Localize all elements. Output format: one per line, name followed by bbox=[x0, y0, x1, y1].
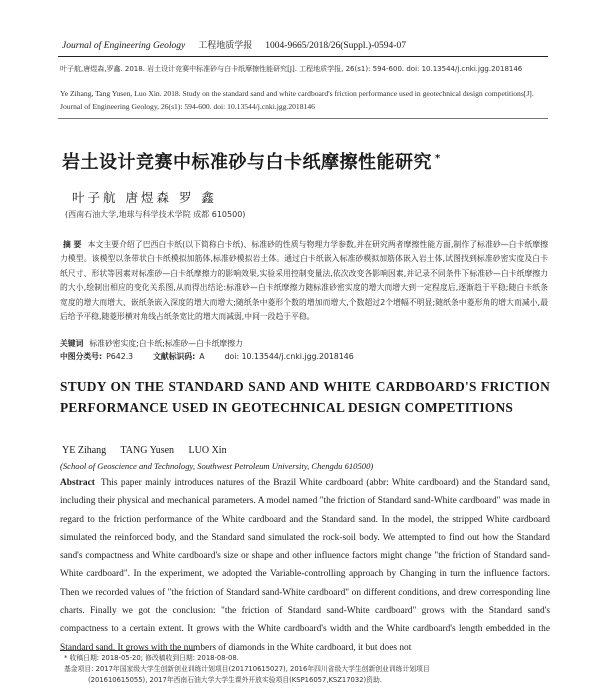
issn-info: 1004-9665/2018/26(Suppl.)-0594-07 bbox=[265, 41, 406, 51]
footnote-received: * 收稿日期: 2018-05-20; 修改稿收到日期: 2018-08-08. bbox=[64, 654, 239, 662]
affiliation-en: (School of Geoscience and Technology, Southwest Petroleum University, Chengdu 610500) bbox=[60, 461, 374, 471]
authors-cn: 叶子航 唐煜森 罗 鑫 bbox=[72, 190, 217, 205]
authors-en bbox=[62, 445, 239, 456]
footnote-fund-1: 基金项目: 2017年国家级大学生创新创业训练计划项目(201710615027), 2016年四川省级大学生创新创业训练计划项目 bbox=[64, 665, 430, 673]
citation-rule bbox=[58, 118, 548, 119]
keywords-cn bbox=[60, 338, 548, 349]
clc-label: 中图分类号: bbox=[60, 352, 103, 361]
doc-code-value: A bbox=[199, 352, 205, 361]
journal-name-cn: 工程地质学报 bbox=[198, 41, 253, 51]
title-footnote-mark: * bbox=[435, 153, 441, 164]
footnote-rule bbox=[60, 650, 195, 651]
keywords-cn-label: 关键词 bbox=[60, 339, 84, 348]
author-en: TANG Yusen bbox=[120, 445, 175, 456]
classification-cn bbox=[60, 351, 548, 362]
footnote-fund-2: (201610615055), 2017年西南石油大学大学生课外开放实验项目(KSP16057,KSZ17032)资助. bbox=[88, 676, 382, 684]
header-rule bbox=[58, 56, 548, 57]
title-en: STUDY ON THE STANDARD SAND AND WHITE CARDBOARD'S FRICTION PERFORMANCE USED IN GEOTECHNICAL DESIGN COMPETITIONS bbox=[60, 379, 550, 415]
running-header bbox=[62, 38, 542, 54]
citation-cn: 叶子航,唐煜森,罗鑫. 2018. 岩土设计竞赛中标准砂与白卡纸摩擦性能研究[J]. 工程地质学报, 26(s1): 594-600. doi: 10.13544/j.cnki.jgg.2018146 bbox=[60, 65, 523, 73]
keywords-cn-text: 标准砂密实度;白卡纸;标准砂—白卡纸摩擦力 bbox=[89, 339, 243, 348]
citation-en: Ye Zihang, Tang Yusen, Luo Xin. 2018. Study on the standard sand and white cardboard's friction performance used in geotechnical design competitions[J]. Journal of Engineering Geology, 26(s1): 594-600. doi: 10.13544/j.cnki.jgg.2018146 bbox=[60, 89, 534, 111]
doi-text: doi: 10.13544/j.cnki.jgg.2018146 bbox=[224, 352, 354, 361]
abstract-cn-text: 本文主要介绍了巴西白卡纸(以下简称白卡纸)、标准砂的性质与物理力学参数,并在研究两者摩擦性能方面,制作了标准砂—白卡纸摩擦力模型。该模型以条带状白卡纸模拟加筋体,标准砂模拟岩土体。通过白卡纸嵌入标准砂模拟加筋体嵌入岩土体,试图找到标准砂密实度及白卡纸尺寸、形状等因素对标准砂—白卡纸摩擦力的影响效果,实验采用控制变量法,依次改变各影响因素,并记录不同条件下标准砂—白卡纸摩擦力的大小,绘制出相应的变化关系图,从而得出结论:标准砂—白卡纸摩擦力随标准砂密实度的增大而增大到一定程度后,逐渐趋于平稳;随白卡纸条宽度的增大而增大、嵌纸条嵌入深度的增大而增大;随纸条中菱形个数的增加而增大,个数超过2个增幅不明显;随纸条中菱形角的增大而减小,最后给予平稳,随菱形横对角线占纸条宽比的增大而减弱,中间一段趋于平稳。 bbox=[60, 240, 548, 322]
abstract-en-label: Abstract bbox=[60, 478, 95, 488]
journal-name-en: Journal of Engineering Geology bbox=[62, 41, 186, 51]
affiliation-cn: (西南石油大学,地球与科学技术学院 成都 610500) bbox=[65, 210, 246, 219]
abstract-en bbox=[60, 474, 550, 657]
doc-code-label: 文献标识码: bbox=[153, 352, 196, 361]
abstract-cn-label: 摘 要 bbox=[63, 240, 82, 249]
author-en: LUO Xin bbox=[188, 445, 227, 456]
clc-value: P642.3 bbox=[106, 352, 134, 361]
title-cn bbox=[62, 148, 441, 174]
author-en: YE Zihang bbox=[62, 445, 107, 456]
title-cn-text: 岩土设计竞赛中标准砂与白卡纸摩擦性能研究 bbox=[62, 152, 432, 173]
abstract-en-text: This paper mainly introduces natures of the Brazil White cardboard (abbr: White cardboard) and the Standard sand, including their physical and mechanical parameters. A model named "the friction of Standard sand-White cardboard" was made in regard to the friction performance of the White cardboard and the Standard sand. In the model, the stripped White cardboard simulated the reinforced body, and the Standard sand simulated the rock-soil body. We attempted to find out how the Standard sand's compactness and White cardboard's size or shape and other influence factors might change "the friction of Standard sand-White cardboard". In the experiment, we adopted the Variable-controlling approach by Changing in turn the influence factors. Then we recorded values of "the friction of Standard sand-White cardboard" on different conditions, and drew corresponding line charts. Finally we got the conclusion: "the friction of Standard sand-White cardboard" grows with the Standard sand's compactness to a certain extent. It grows with the White cardboard's width and the White cardboard's length embedded in the Standard sand. It grows with the numbers of diamonds in the White cardboard, it but does not bbox=[60, 478, 550, 653]
abstract-cn bbox=[60, 238, 548, 324]
